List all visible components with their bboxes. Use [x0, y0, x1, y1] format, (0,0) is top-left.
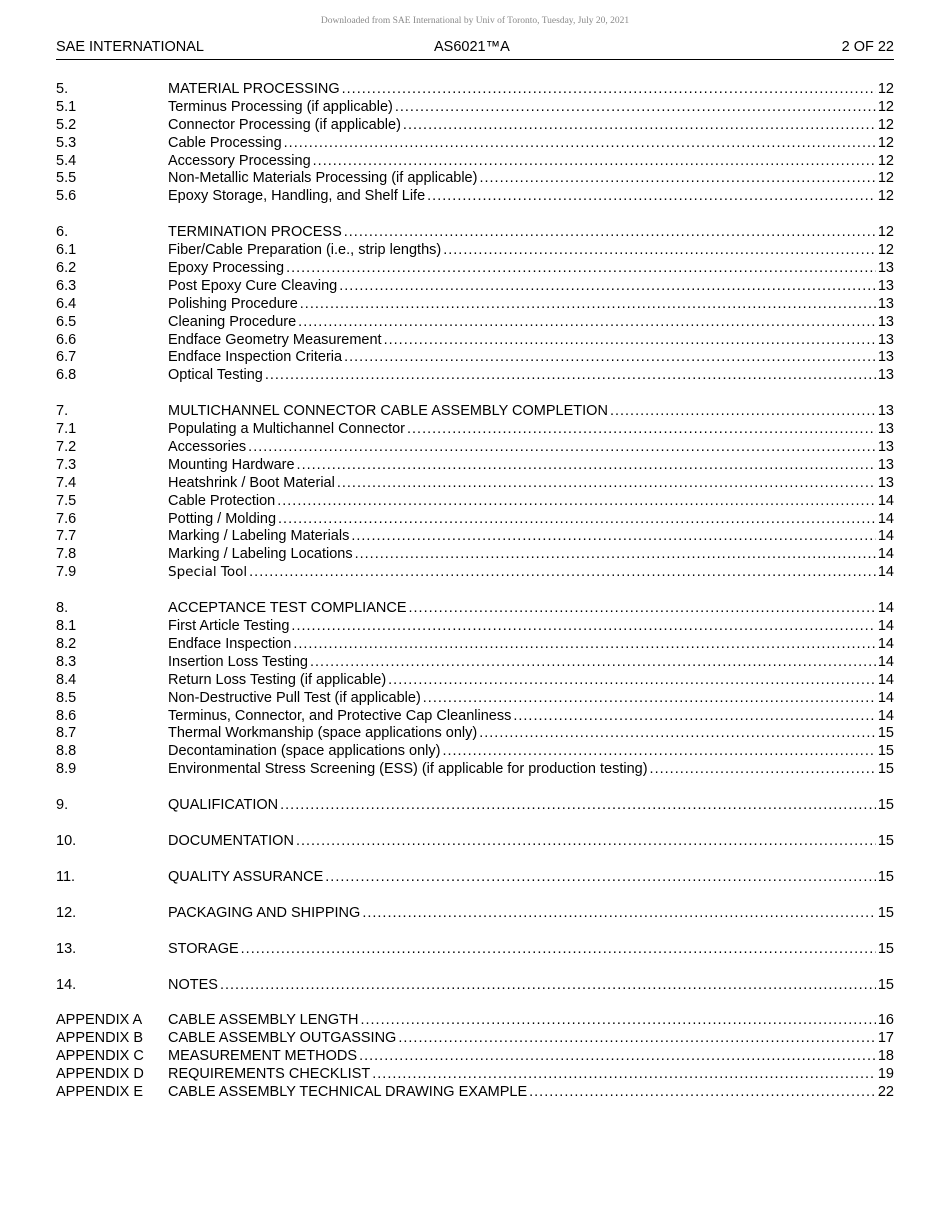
toc-entry[interactable]	[56, 188, 894, 206]
toc-dot-leader	[310, 654, 876, 672]
toc-entry[interactable]	[56, 761, 894, 779]
toc-entry[interactable]	[56, 1012, 894, 1030]
toc-section-number: 8.4	[56, 671, 77, 688]
toc-section-number: 5.	[56, 81, 69, 97]
toc-dot-leader	[248, 439, 876, 457]
toc-dot-leader	[344, 224, 876, 242]
download-notice: Downloaded from SAE International by Univ of Toronto, Tuesday, July 20, 2021	[320, 16, 630, 26]
toc-section-title: PACKAGING AND SHIPPING	[168, 904, 361, 921]
toc-section-number: 6.2	[56, 260, 77, 277]
toc-page-number: 12	[877, 152, 894, 169]
toc-section-number: 6.7	[56, 349, 77, 366]
toc-section-title: Return Loss Testing (if applicable)	[168, 671, 387, 688]
toc-dot-leader	[610, 403, 876, 421]
toc-section-title: First Article Testing	[168, 618, 290, 635]
toc-entry[interactable]	[56, 135, 894, 153]
toc-section-number: 6.8	[56, 367, 77, 384]
toc-page-number: 14	[877, 528, 894, 545]
toc-entry[interactable]	[56, 367, 894, 385]
toc-dot-leader	[388, 672, 876, 690]
toc-section-title: MATERIAL PROCESSING	[168, 81, 340, 97]
toc-section-title: Marking / Labeling Locations	[168, 546, 353, 563]
toc-entry[interactable]	[56, 475, 894, 493]
toc-section-title: CABLE ASSEMBLY LENGTH	[168, 1012, 359, 1029]
toc-entry[interactable]	[56, 260, 894, 278]
toc-section-title: Accessories	[168, 439, 247, 456]
toc-section-number: 8.2	[56, 635, 77, 652]
toc-page-number: 15	[877, 797, 894, 814]
toc-page-number: 12	[877, 81, 894, 97]
toc-entry[interactable]	[56, 1048, 894, 1066]
toc-entry[interactable]	[56, 153, 894, 171]
toc-entry[interactable]	[56, 636, 894, 654]
toc-section-title: STORAGE	[168, 940, 239, 957]
toc-section-title: QUALIFICATION	[168, 797, 279, 814]
toc-section-number: 5.1	[56, 98, 77, 115]
toc-section-number: 8.5	[56, 689, 77, 706]
toc-entry[interactable]	[56, 743, 894, 761]
toc-entry[interactable]	[56, 654, 894, 672]
toc-section-title: Polishing Procedure	[168, 295, 298, 312]
toc-entry[interactable]	[56, 81, 894, 99]
toc-page-number: 15	[877, 868, 894, 885]
toc-entry[interactable]	[56, 314, 894, 332]
toc-entry[interactable]	[56, 457, 894, 475]
toc-page-number: 12	[877, 116, 894, 133]
toc-spacer	[56, 923, 894, 941]
toc-entry[interactable]	[56, 493, 894, 511]
toc-entry[interactable]	[56, 349, 894, 367]
toc-section-title: Heatshrink / Boot Material	[168, 474, 335, 491]
toc-section-number: APPENDIX C	[56, 1048, 144, 1065]
toc-section-title: Populating a Multichannel Connector	[168, 421, 405, 438]
toc-dot-leader	[407, 421, 876, 439]
toc-dot-leader	[313, 153, 876, 171]
toc-section-number: 5.2	[56, 116, 77, 133]
toc-dot-leader	[360, 1012, 875, 1030]
toc-dot-leader	[241, 941, 876, 959]
toc-section-number: 13.	[56, 940, 77, 957]
toc-spacer	[56, 887, 894, 905]
toc-spacer	[56, 582, 894, 600]
toc-section-title: Insertion Loss Testing	[168, 653, 308, 670]
toc-section-number: 7.4	[56, 474, 77, 491]
toc-page-number: 22	[877, 1083, 894, 1100]
toc-entry[interactable]	[56, 564, 894, 582]
toc-section-title: Post Epoxy Cure Cleaving	[168, 277, 338, 294]
toc-section-number: 6.	[56, 224, 69, 241]
toc-section-title: Environmental Stress Screening (ESS) (if applicable for production testing)	[168, 761, 648, 778]
toc-section-title: Cable Protection	[168, 492, 276, 509]
toc-section-title: Cleaning Procedure	[168, 313, 297, 330]
toc-page-number: 14	[877, 564, 894, 581]
toc-section-title: Fiber/Cable Preparation (i.e., strip lengths)	[168, 242, 442, 259]
toc-section-number: 6.5	[56, 313, 77, 330]
toc-page-number: 12	[877, 224, 894, 241]
toc-section-title: Decontamination (space applications only)	[168, 743, 441, 760]
toc-page-number: 14	[877, 492, 894, 509]
toc-dot-leader	[398, 1030, 876, 1048]
toc-dot-leader	[372, 1066, 876, 1084]
header-document-number: AS6021™A	[434, 39, 510, 55]
toc-dot-leader	[297, 457, 876, 475]
toc-section-title: TERMINATION PROCESS	[168, 224, 342, 241]
toc-section-number: APPENDIX E	[56, 1083, 144, 1100]
toc-dot-leader	[342, 81, 876, 99]
toc-dot-leader	[443, 242, 876, 260]
toc-page-number: 13	[877, 439, 894, 456]
toc-page-number: 15	[877, 725, 894, 742]
toc-page-number: 14	[877, 546, 894, 563]
toc-section-title: Endface Geometry Measurement	[168, 331, 382, 348]
toc-section-number: 8.6	[56, 707, 77, 724]
toc-page-number: 14	[877, 707, 894, 724]
toc-section-title: Mounting Hardware	[168, 456, 295, 473]
toc-dot-leader	[298, 314, 876, 332]
toc-dot-leader	[293, 636, 876, 654]
toc-dot-leader	[351, 528, 876, 546]
toc-entry[interactable]	[56, 1066, 894, 1084]
toc-entry[interactable]	[56, 797, 894, 815]
toc-entry[interactable]	[56, 618, 894, 636]
toc-entry[interactable]	[56, 905, 894, 923]
toc-entry[interactable]	[56, 403, 894, 421]
toc-page-number: 13	[877, 403, 894, 420]
toc-section-title: Terminus, Connector, and Protective Cap Cleanliness	[168, 707, 512, 724]
toc-entry[interactable]	[56, 833, 894, 851]
toc-spacer	[56, 779, 894, 797]
toc-dot-leader	[278, 511, 876, 529]
toc-section-title: Marking / Labeling Materials	[168, 528, 350, 545]
toc-spacer	[56, 815, 894, 833]
toc-section-number: 12.	[56, 904, 77, 921]
toc-page-number: 15	[877, 940, 894, 957]
toc-dot-leader	[296, 833, 876, 851]
toc-dot-leader	[286, 260, 876, 278]
toc-section-title: MULTICHANNEL CONNECTOR CABLE ASSEMBLY COMPLETION	[168, 403, 608, 420]
toc-entry[interactable]	[56, 224, 894, 242]
toc-section-title: Non-Metallic Materials Processing (if applicable)	[168, 170, 478, 187]
toc-section-number: 7.9	[56, 564, 77, 581]
page-header	[56, 39, 894, 60]
toc-page-number: 14	[877, 510, 894, 527]
toc-page-number: 14	[877, 600, 894, 617]
toc-page-number: 15	[877, 976, 894, 993]
toc-section-number: 8.	[56, 600, 69, 617]
toc-page-number: 12	[877, 188, 894, 205]
toc-dot-leader	[359, 1048, 876, 1066]
toc-dot-leader	[220, 977, 876, 995]
toc-dot-leader	[395, 99, 876, 117]
toc-page-number: 14	[877, 689, 894, 706]
toc-section-title: Terminus Processing (if applicable)	[168, 98, 393, 115]
toc-page-number: 13	[877, 260, 894, 277]
toc-section-number: 8.1	[56, 618, 77, 635]
toc-entry[interactable]	[56, 1030, 894, 1048]
toc-section-number: 7.6	[56, 510, 77, 527]
toc-page-number: 13	[877, 295, 894, 312]
toc-section-title: NOTES	[168, 976, 218, 993]
toc-page-number: 13	[877, 474, 894, 491]
toc-page-number: 14	[877, 653, 894, 670]
toc-entry[interactable]	[56, 708, 894, 726]
toc-entry[interactable]	[56, 528, 894, 546]
toc-section-number: 5.3	[56, 134, 77, 151]
toc-section-title: DOCUMENTATION	[168, 832, 294, 849]
toc-section-title: Endface Inspection Criteria	[168, 349, 343, 366]
toc-dot-leader	[427, 188, 876, 206]
toc-page-number: 13	[877, 367, 894, 384]
toc-dot-leader	[280, 797, 876, 815]
toc-section-title: Special Tool	[168, 564, 248, 581]
toc-page-number: 15	[877, 761, 894, 778]
toc-section-number: APPENDIX B	[56, 1030, 144, 1047]
toc-section-number: 5.4	[56, 152, 77, 169]
toc-dot-leader	[344, 349, 876, 367]
toc-entry[interactable]	[56, 1084, 894, 1102]
toc-dot-leader	[384, 332, 876, 350]
toc-spacer	[56, 851, 894, 869]
toc-entry[interactable]	[56, 117, 894, 135]
toc-dot-leader	[325, 869, 876, 887]
toc-page-number: 12	[877, 134, 894, 151]
toc-section-number: 11.	[56, 868, 76, 885]
toc-page-number: 18	[877, 1048, 894, 1065]
toc-dot-leader	[284, 135, 876, 153]
toc-spacer	[56, 206, 894, 224]
toc-dot-leader	[362, 905, 876, 923]
toc-dot-leader	[479, 170, 875, 188]
toc-page-number: 15	[877, 743, 894, 760]
toc-section-title: Endface Inspection	[168, 635, 292, 652]
toc-page-number: 14	[877, 618, 894, 635]
toc-entry[interactable]	[56, 977, 894, 995]
toc-section-number: APPENDIX D	[56, 1066, 144, 1083]
header-organization: SAE INTERNATIONAL	[56, 39, 204, 55]
toc-section-number: 6.1	[56, 242, 77, 259]
toc-entry[interactable]	[56, 511, 894, 529]
toc-section-title: QUALITY ASSURANCE	[168, 868, 324, 885]
toc-section-title: Connector Processing (if applicable)	[168, 116, 401, 133]
toc-section-number: 8.3	[56, 653, 77, 670]
toc-page-number: 13	[877, 456, 894, 473]
toc-section-number: 10.	[56, 832, 77, 849]
toc-entry[interactable]	[56, 941, 894, 959]
toc-page-number: 12	[877, 170, 894, 187]
toc-section-number: 6.3	[56, 277, 77, 294]
toc-section-number: 8.7	[56, 725, 77, 742]
toc-page-number: 14	[877, 671, 894, 688]
toc-entry[interactable]	[56, 296, 894, 314]
toc-section-title: Non-Destructive Pull Test (if applicable)	[168, 689, 421, 706]
toc-section-title: REQUIREMENTS CHECKLIST	[168, 1066, 371, 1083]
toc-dot-leader	[403, 117, 876, 135]
toc-entry[interactable]	[56, 546, 894, 564]
toc-spacer	[56, 994, 894, 1012]
toc-section-title: CABLE ASSEMBLY OUTGASSING	[168, 1030, 397, 1047]
toc-entry[interactable]	[56, 869, 894, 887]
toc-dot-leader	[529, 1084, 876, 1102]
toc-page-number: 13	[877, 349, 894, 366]
toc-section-number: 14.	[56, 976, 77, 993]
toc-section-number: 7.8	[56, 546, 77, 563]
toc-entry[interactable]	[56, 170, 894, 188]
toc-section-number: 8.8	[56, 743, 77, 760]
toc-page-number: 12	[877, 98, 894, 115]
toc-section-number: 8.9	[56, 761, 77, 778]
toc-entry[interactable]	[56, 332, 894, 350]
toc-dot-leader	[291, 618, 875, 636]
toc-section-title: Epoxy Storage, Handling, and Shelf Life	[168, 188, 426, 205]
toc-page-number: 14	[877, 635, 894, 652]
toc-section-number: 7.3	[56, 456, 77, 473]
toc-section-title: Potting / Molding	[168, 510, 277, 527]
toc-section-number: 7.7	[56, 528, 77, 545]
toc-section-number: 7.1	[56, 421, 77, 438]
toc-page-number: 13	[877, 277, 894, 294]
header-page-number: 2 OF 22	[841, 39, 894, 55]
toc-page-number: 15	[877, 832, 894, 849]
toc-entry[interactable]	[56, 725, 894, 743]
toc-dot-leader	[442, 743, 875, 761]
toc-entry[interactable]	[56, 690, 894, 708]
toc-page-number: 13	[877, 331, 894, 348]
toc-dot-leader	[355, 546, 876, 564]
toc-section-title: Cable Processing	[168, 134, 282, 151]
toc-section-number: APPENDIX A	[56, 1012, 143, 1029]
toc-entry[interactable]	[56, 421, 894, 439]
toc-spacer	[56, 959, 894, 977]
toc-dot-leader	[249, 564, 876, 582]
toc-page-number: 12	[877, 242, 894, 259]
toc-dot-leader	[339, 278, 876, 296]
toc-dot-leader	[479, 725, 876, 743]
toc-section-title: CABLE ASSEMBLY TECHNICAL DRAWING EXAMPLE	[168, 1083, 528, 1100]
toc-entry[interactable]	[56, 242, 894, 260]
toc-entry[interactable]	[56, 278, 894, 296]
toc-entry[interactable]	[56, 439, 894, 457]
toc-section-number: 5.5	[56, 170, 77, 187]
toc-page-number: 16	[877, 1012, 894, 1029]
toc-section-title: ACCEPTANCE TEST COMPLIANCE	[168, 600, 407, 617]
toc-dot-leader	[409, 600, 876, 618]
toc-section-number: 7.5	[56, 492, 77, 509]
toc-page-number: 15	[877, 904, 894, 921]
toc-dot-leader	[277, 493, 876, 511]
toc-spacer	[56, 385, 894, 403]
table-of-contents	[56, 81, 894, 1102]
toc-dot-leader	[300, 296, 876, 314]
toc-section-number: 5.6	[56, 188, 77, 205]
toc-dot-leader	[423, 690, 876, 708]
toc-section-title: Optical Testing	[168, 367, 263, 384]
toc-entry[interactable]	[56, 600, 894, 618]
toc-section-title: MEASUREMENT METHODS	[168, 1048, 358, 1065]
toc-section-number: 7.	[56, 403, 69, 420]
toc-section-number: 7.2	[56, 439, 77, 456]
toc-section-title: Thermal Workmanship (space applications only)	[168, 725, 478, 742]
toc-section-number: 6.4	[56, 295, 77, 312]
toc-dot-leader	[265, 367, 876, 385]
toc-dot-leader	[513, 708, 876, 726]
toc-page-number: 13	[877, 313, 894, 330]
toc-entry[interactable]	[56, 672, 894, 690]
toc-dot-leader	[650, 761, 876, 779]
toc-entry[interactable]	[56, 99, 894, 117]
toc-section-number: 9.	[56, 797, 69, 814]
toc-dot-leader	[337, 475, 876, 493]
toc-page-number: 13	[877, 421, 894, 438]
toc-section-number: 6.6	[56, 331, 77, 348]
toc-page-number: 19	[877, 1066, 894, 1083]
toc-section-title: Epoxy Processing	[168, 260, 285, 277]
toc-page-number: 17	[877, 1030, 894, 1047]
toc-section-title: Accessory Processing	[168, 152, 311, 169]
